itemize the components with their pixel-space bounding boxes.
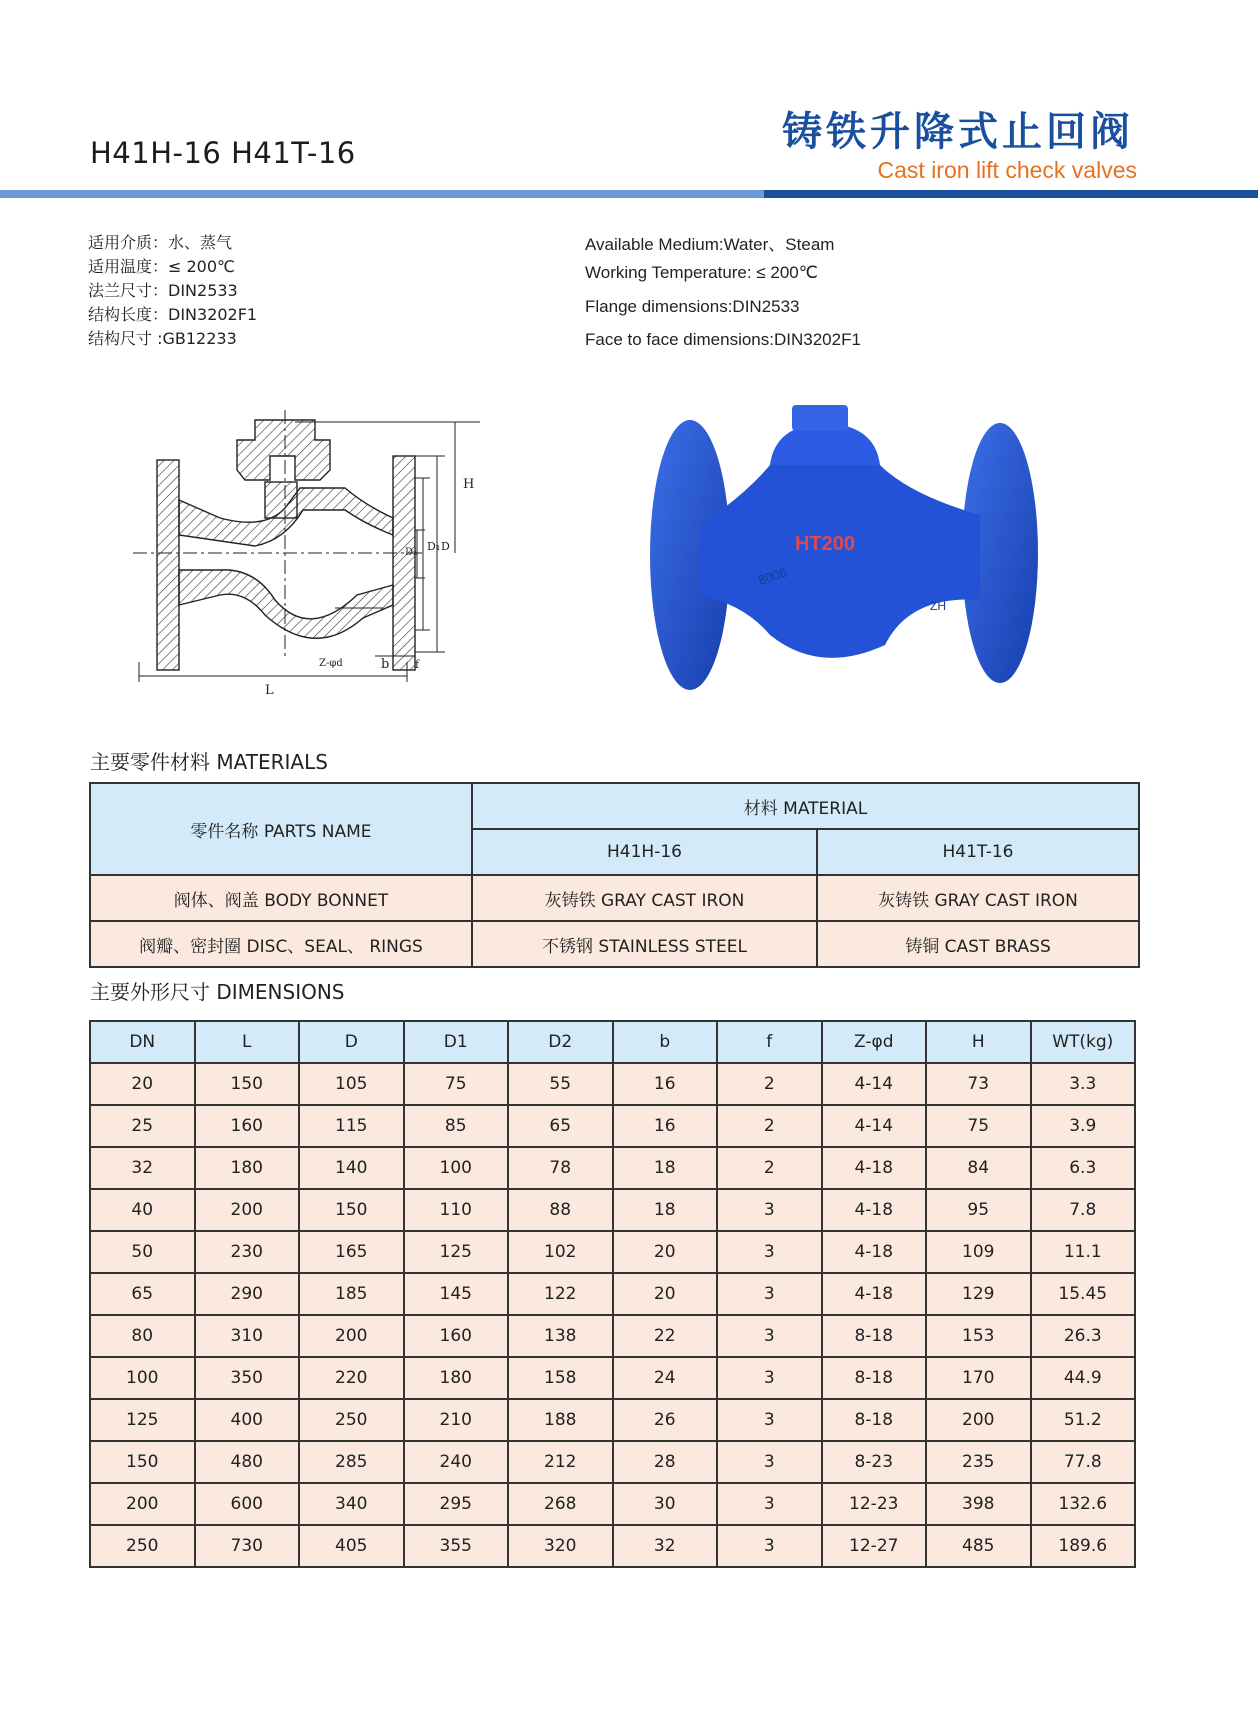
table-cell: 18 xyxy=(613,1147,718,1189)
parts-name-header: 零件名称 PARTS NAME xyxy=(90,783,472,875)
header-bar-dark xyxy=(764,190,1258,198)
table-row xyxy=(90,1063,1135,1105)
table-cell: 3 xyxy=(717,1315,822,1357)
table-cell: 12-23 xyxy=(822,1483,927,1525)
spec-structure-cn: 结构尺寸 :GB12233 xyxy=(88,329,237,348)
table-cell: 80 xyxy=(90,1315,195,1357)
table-cell: 140 xyxy=(299,1147,404,1189)
material-col-h41t: H41T-16 xyxy=(817,829,1139,875)
table-cell: 295 xyxy=(404,1483,509,1525)
table-cell: 4-18 xyxy=(822,1147,927,1189)
table-cell: 105 xyxy=(299,1063,404,1105)
spec-length-cn: 结构长度：DIN3202F1 xyxy=(88,305,258,324)
table-cell: 212 xyxy=(508,1441,613,1483)
drawing-label-f: f xyxy=(415,658,420,671)
table-row xyxy=(90,1315,1135,1357)
table-cell: 44.9 xyxy=(1031,1357,1136,1399)
table-cell: 320 xyxy=(508,1525,613,1567)
table-cell: 3 xyxy=(717,1525,822,1567)
header-bar-light xyxy=(0,190,764,198)
table-cell: 160 xyxy=(195,1105,300,1147)
table-cell: 240 xyxy=(404,1441,509,1483)
table-cell: 20 xyxy=(90,1063,195,1105)
spec-medium-en: Available Medium:Water、Steam xyxy=(585,235,835,254)
table-cell: 铸铜 CAST BRASS xyxy=(817,921,1139,967)
table-cell: 12-27 xyxy=(822,1525,927,1567)
table-cell: 8-23 xyxy=(822,1441,927,1483)
spec-flange-cn: 法兰尺寸：DIN2533 xyxy=(88,281,238,300)
table-row xyxy=(90,921,1139,967)
table-cell: 32 xyxy=(90,1147,195,1189)
table-cell: 160 xyxy=(404,1315,509,1357)
table-cell: 24 xyxy=(613,1357,718,1399)
table-row xyxy=(90,1105,1135,1147)
table-cell: 485 xyxy=(926,1525,1031,1567)
dimensions-table-body xyxy=(90,1063,1135,1567)
table-cell: 4-18 xyxy=(822,1189,927,1231)
table-cell: 180 xyxy=(195,1147,300,1189)
table-cell: 235 xyxy=(926,1441,1031,1483)
table-cell: 2 xyxy=(717,1147,822,1189)
table-cell: 77.8 xyxy=(1031,1441,1136,1483)
table-cell: 400 xyxy=(195,1399,300,1441)
drawing-label-D2: D₂ xyxy=(405,547,418,558)
photo-mark-ht200: HT200 xyxy=(794,533,856,555)
table-cell: 11.1 xyxy=(1031,1231,1136,1273)
table-row xyxy=(90,1231,1135,1273)
photo-mark-right: ZH xyxy=(930,599,946,613)
table-cell: 75 xyxy=(926,1105,1031,1147)
drawing-label-b: b xyxy=(381,657,390,672)
table-cell: 132.6 xyxy=(1031,1483,1136,1525)
drawing-label-zd: Z-φd xyxy=(319,658,343,669)
drawing-label-L: L xyxy=(265,683,274,698)
table-cell: 3 xyxy=(717,1231,822,1273)
table-cell: 3.3 xyxy=(1031,1063,1136,1105)
table-cell: 730 xyxy=(195,1525,300,1567)
table-cell: 3 xyxy=(717,1357,822,1399)
table-cell: 65 xyxy=(508,1105,613,1147)
table-cell: 3 xyxy=(717,1483,822,1525)
table-cell: 150 xyxy=(299,1189,404,1231)
spec-face-to-face-en: Face to face dimensions:DIN3202F1 xyxy=(585,330,861,349)
table-cell: 4-18 xyxy=(822,1273,927,1315)
table-cell: 55 xyxy=(508,1063,613,1105)
table-cell: 灰铸铁 GRAY CAST IRON xyxy=(817,875,1139,921)
table-cell: 185 xyxy=(299,1273,404,1315)
table-cell: 125 xyxy=(404,1231,509,1273)
table-cell: 2 xyxy=(717,1105,822,1147)
table-cell: 3.9 xyxy=(1031,1105,1136,1147)
table-cell: 100 xyxy=(90,1357,195,1399)
table-cell: 阀瓣、密封圈 DISC、SEAL、 RINGS xyxy=(90,921,472,967)
table-cell: 28 xyxy=(613,1441,718,1483)
table-cell: 73 xyxy=(926,1063,1031,1105)
dimensions-title: 主要外形尺寸 DIMENSIONS xyxy=(90,980,345,1004)
table-cell: 灰铸铁 GRAY CAST IRON xyxy=(472,875,817,921)
table-cell: 165 xyxy=(299,1231,404,1273)
table-cell: 268 xyxy=(508,1483,613,1525)
table-cell: 250 xyxy=(90,1525,195,1567)
table-cell: 170 xyxy=(926,1357,1031,1399)
spec-flange-en: Flange dimensions:DIN2533 xyxy=(585,297,800,316)
table-cell: 110 xyxy=(404,1189,509,1231)
table-cell: 6.3 xyxy=(1031,1147,1136,1189)
drawing-label-D: D xyxy=(441,540,450,553)
table-cell: 4-14 xyxy=(822,1063,927,1105)
table-cell: 138 xyxy=(508,1315,613,1357)
table-cell: 480 xyxy=(195,1441,300,1483)
table-cell: 50 xyxy=(90,1231,195,1273)
table-row xyxy=(90,875,1139,921)
table-cell: 355 xyxy=(404,1525,509,1567)
photo-mark-left: 8006 xyxy=(756,564,789,588)
dim-header: f xyxy=(717,1021,822,1063)
table-cell: 290 xyxy=(195,1273,300,1315)
table-cell: 200 xyxy=(926,1399,1031,1441)
table-cell: 3 xyxy=(717,1399,822,1441)
table-cell: 153 xyxy=(926,1315,1031,1357)
table-row xyxy=(90,1525,1135,1567)
table-cell: 115 xyxy=(299,1105,404,1147)
table-row xyxy=(90,1483,1135,1525)
spec-medium-cn: 适用介质：水、蒸气 xyxy=(88,233,233,252)
table-cell: 20 xyxy=(613,1231,718,1273)
table-cell: 3 xyxy=(717,1189,822,1231)
table-cell: 200 xyxy=(90,1483,195,1525)
valve-photo xyxy=(650,405,1050,705)
table-row xyxy=(90,1147,1135,1189)
chinese-title: 铸铁升降式止回阀 xyxy=(782,109,1134,155)
table-cell: 188 xyxy=(508,1399,613,1441)
dim-header: D1 xyxy=(404,1021,509,1063)
table-cell: 125 xyxy=(90,1399,195,1441)
table-cell: 340 xyxy=(299,1483,404,1525)
table-cell: 350 xyxy=(195,1357,300,1399)
spec-temperature-cn: 适用温度：≤ 200℃ xyxy=(88,257,236,276)
material-header: 材料 MATERIAL xyxy=(472,783,1139,829)
table-cell: 398 xyxy=(926,1483,1031,1525)
table-cell: 2 xyxy=(717,1063,822,1105)
table-cell: 32 xyxy=(613,1525,718,1567)
table-cell: 150 xyxy=(195,1063,300,1105)
table-cell: 150 xyxy=(90,1441,195,1483)
table-cell: 100 xyxy=(404,1147,509,1189)
table-cell: 189.6 xyxy=(1031,1525,1136,1567)
table-cell: 250 xyxy=(299,1399,404,1441)
table-cell: 8-18 xyxy=(822,1399,927,1441)
table-cell: 8-18 xyxy=(822,1315,927,1357)
materials-table xyxy=(89,782,1140,968)
table-cell: 95 xyxy=(926,1189,1031,1231)
spec-temperature-en: Working Temperature: ≤ 200℃ xyxy=(585,263,818,282)
table-row xyxy=(90,1273,1135,1315)
table-cell: 600 xyxy=(195,1483,300,1525)
table-cell: 4-18 xyxy=(822,1231,927,1273)
dim-header: DN xyxy=(90,1021,195,1063)
table-cell: 16 xyxy=(613,1063,718,1105)
table-cell: 7.8 xyxy=(1031,1189,1136,1231)
model-title: H41H-16 H41T-16 xyxy=(90,136,356,170)
table-cell: 180 xyxy=(404,1357,509,1399)
table-cell: 200 xyxy=(299,1315,404,1357)
valve-cross-section-drawing xyxy=(125,400,525,710)
table-cell: 51.2 xyxy=(1031,1399,1136,1441)
dim-header: b xyxy=(613,1021,718,1063)
dim-header: Z-φd xyxy=(822,1021,927,1063)
dim-header: WT(kg) xyxy=(1031,1021,1136,1063)
table-cell: 4-14 xyxy=(822,1105,927,1147)
table-cell: 30 xyxy=(613,1483,718,1525)
materials-title: 主要零件材料 MATERIALS xyxy=(90,750,328,774)
table-cell: 88 xyxy=(508,1189,613,1231)
table-cell: 285 xyxy=(299,1441,404,1483)
dim-header: H xyxy=(926,1021,1031,1063)
table-cell: 129 xyxy=(926,1273,1031,1315)
table-cell: 200 xyxy=(195,1189,300,1231)
table-cell: 26 xyxy=(613,1399,718,1441)
table-cell: 109 xyxy=(926,1231,1031,1273)
table-row xyxy=(90,1399,1135,1441)
table-cell: 8-18 xyxy=(822,1357,927,1399)
table-cell: 阀体、阀盖 BODY BONNET xyxy=(90,875,472,921)
table-cell: 16 xyxy=(613,1105,718,1147)
table-cell: 84 xyxy=(926,1147,1031,1189)
table-row xyxy=(90,1357,1135,1399)
table-cell: 15.45 xyxy=(1031,1273,1136,1315)
table-cell: 220 xyxy=(299,1357,404,1399)
table-cell: 22 xyxy=(613,1315,718,1357)
table-row xyxy=(90,1189,1135,1231)
table-cell: 3 xyxy=(717,1273,822,1315)
table-cell: 不锈钢 STAINLESS STEEL xyxy=(472,921,817,967)
dim-header: D xyxy=(299,1021,404,1063)
table-cell: 78 xyxy=(508,1147,613,1189)
table-cell: 158 xyxy=(508,1357,613,1399)
table-cell: 25 xyxy=(90,1105,195,1147)
table-cell: 405 xyxy=(299,1525,404,1567)
table-cell: 145 xyxy=(404,1273,509,1315)
table-cell: 85 xyxy=(404,1105,509,1147)
table-cell: 20 xyxy=(613,1273,718,1315)
drawing-label-D1: D₁ xyxy=(427,540,441,553)
table-cell: 122 xyxy=(508,1273,613,1315)
table-cell: 230 xyxy=(195,1231,300,1273)
table-cell: 102 xyxy=(508,1231,613,1273)
table-cell: 40 xyxy=(90,1189,195,1231)
english-title: Cast iron lift check valves xyxy=(877,157,1137,183)
dimensions-table xyxy=(89,1020,1136,1568)
material-col-h41h: H41H-16 xyxy=(472,829,817,875)
table-row xyxy=(90,1441,1135,1483)
table-cell: 310 xyxy=(195,1315,300,1357)
drawing-label-H: H xyxy=(463,477,475,492)
table-cell: 26.3 xyxy=(1031,1315,1136,1357)
table-cell: 75 xyxy=(404,1063,509,1105)
table-cell: 210 xyxy=(404,1399,509,1441)
dim-header: D2 xyxy=(508,1021,613,1063)
table-cell: 65 xyxy=(90,1273,195,1315)
table-cell: 3 xyxy=(717,1441,822,1483)
table-cell: 18 xyxy=(613,1189,718,1231)
dim-header: L xyxy=(195,1021,300,1063)
